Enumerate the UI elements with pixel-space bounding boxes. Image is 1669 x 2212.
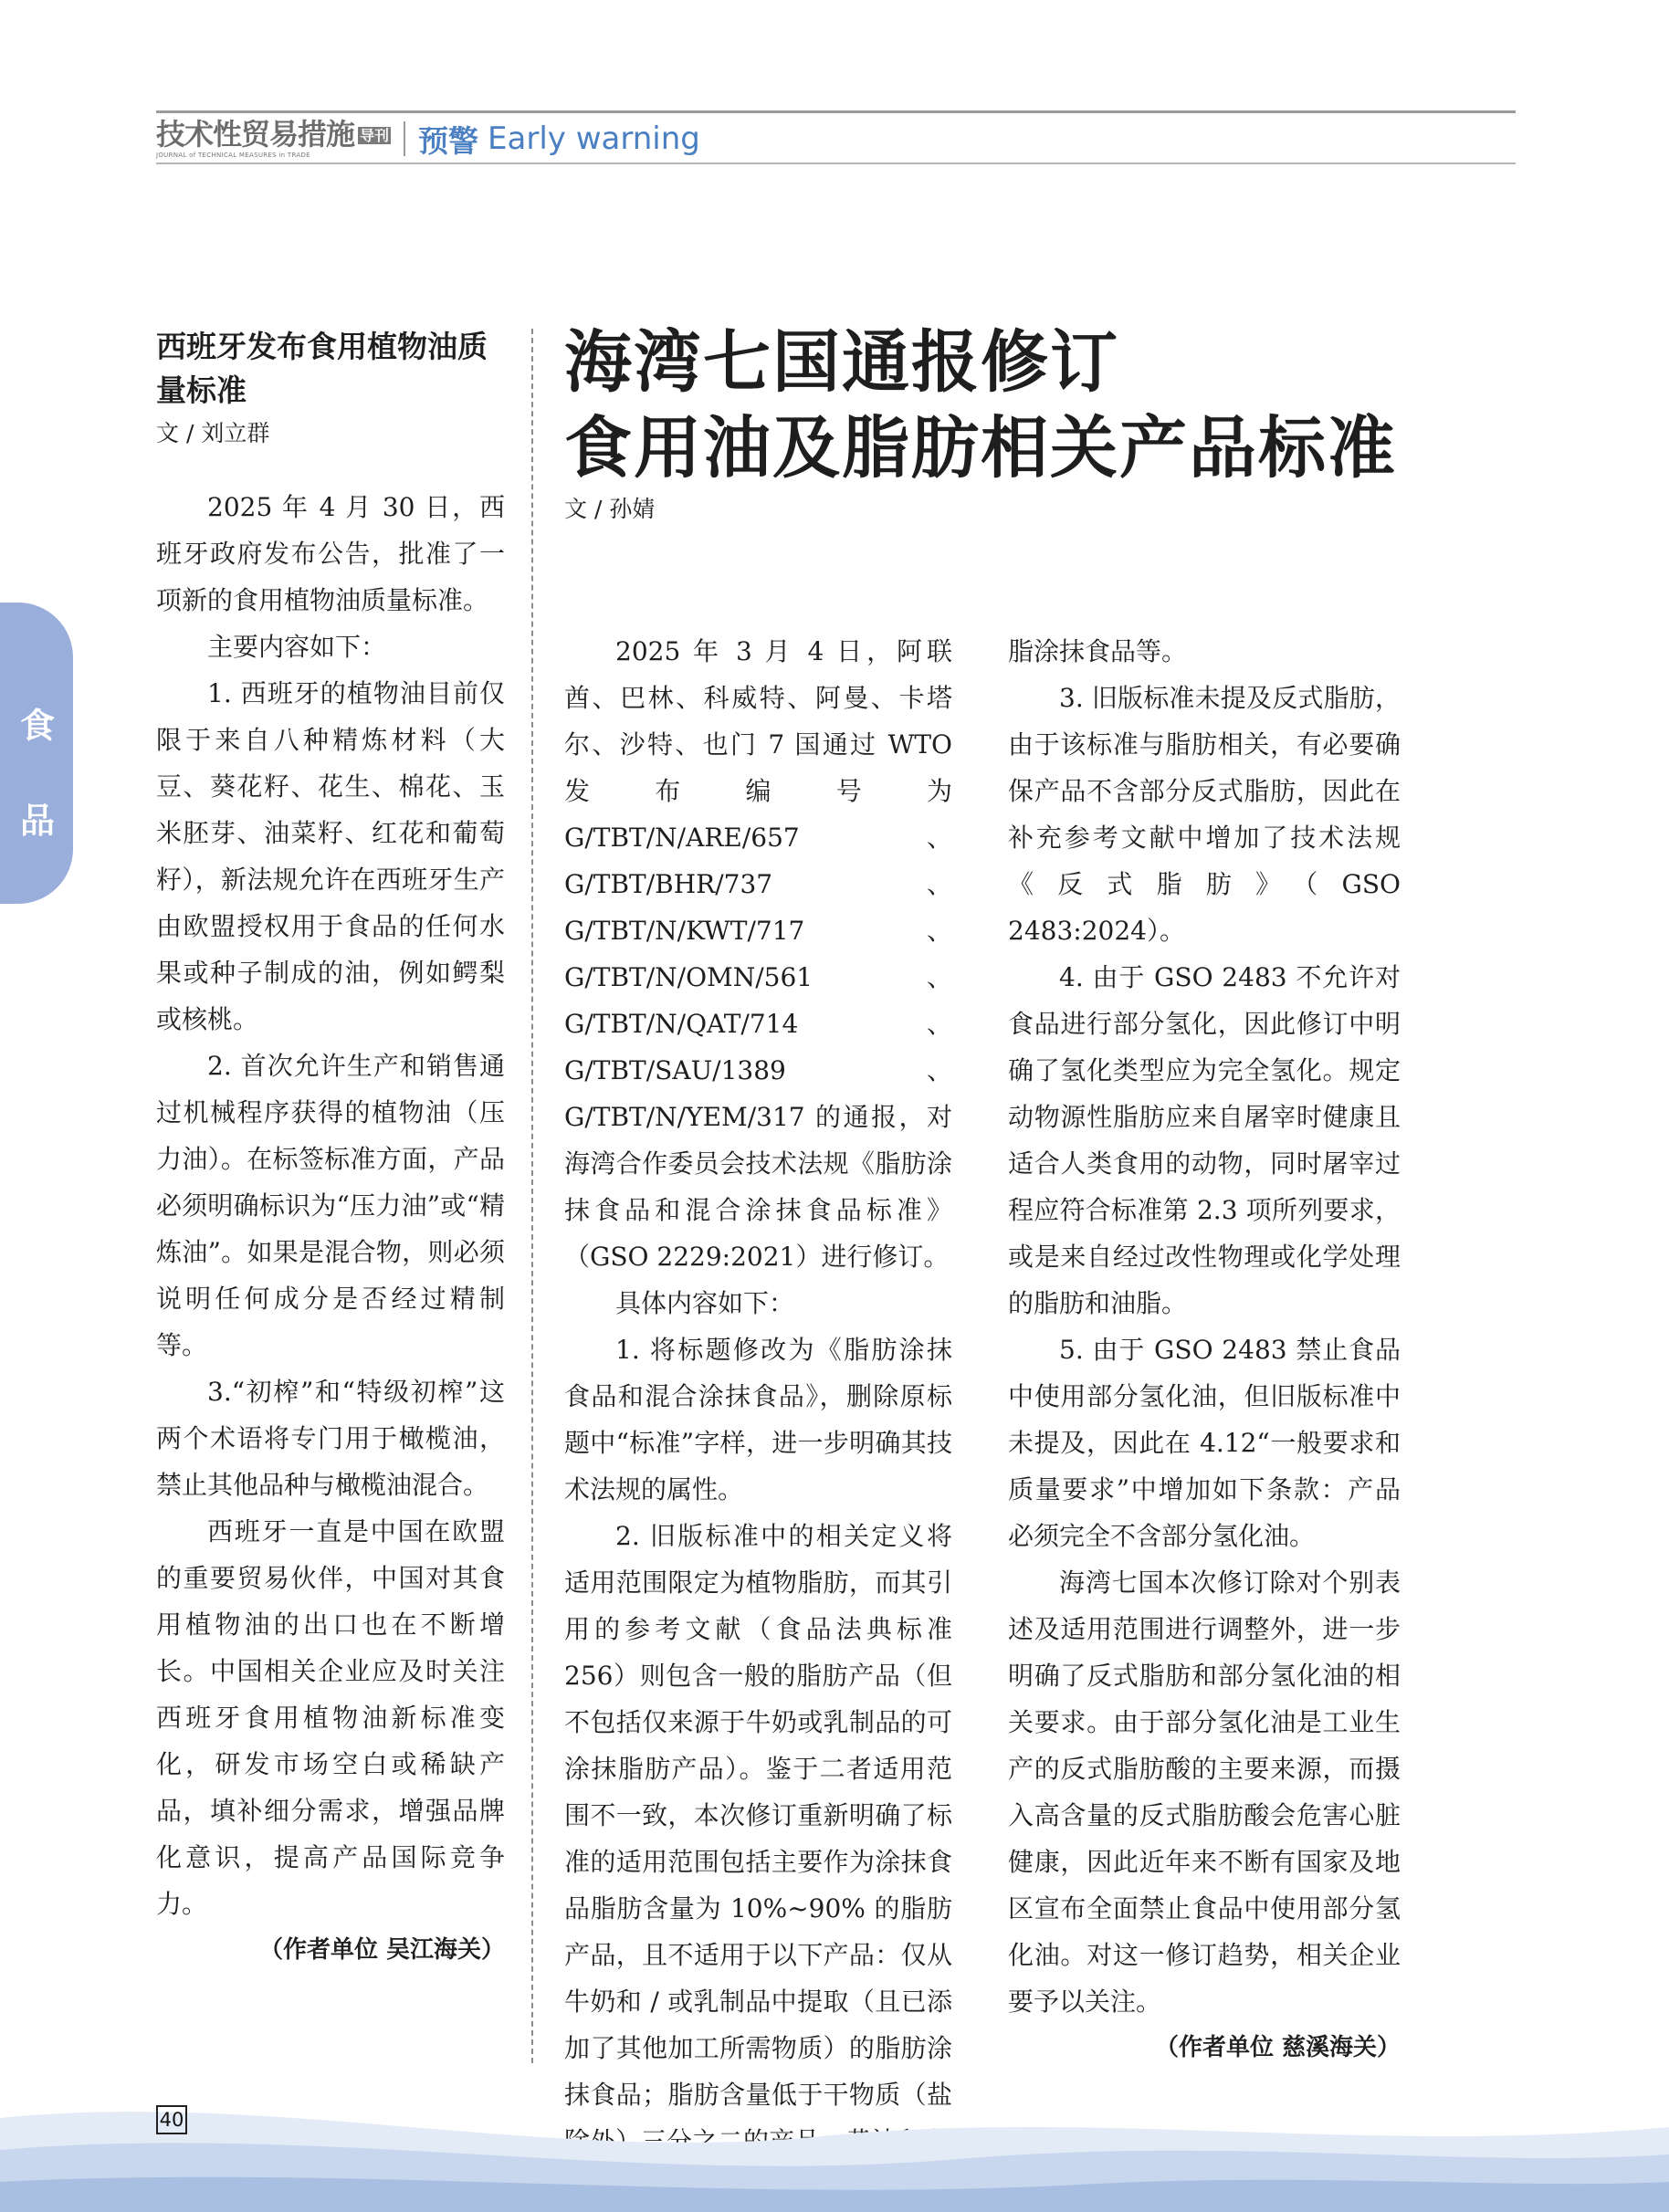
- category-tab-char: 食: [20, 706, 56, 746]
- journal-name: 技术性贸易措施: [156, 117, 355, 152]
- paragraph: 主要内容如下：: [207, 632, 387, 662]
- paragraph: 3. 旧版标准未提及反式脂肪，由于该标准与脂肪相关，有必要确保产品不含部分反式脂肪，因此在补充参考文献中增加了技术法规《反式脂肪》（GSO 2483:2024）。: [1008, 683, 1401, 946]
- journal-english-name: JOURNAL of TECHNICAL MEASURES in TRADE: [156, 152, 310, 159]
- paragraph: 具体内容如下：: [615, 1288, 795, 1318]
- paragraph-continuation: 脂涂抹食品等。: [1008, 636, 1188, 666]
- main-article-column-2: [1008, 628, 1401, 2070]
- section-label-zh: 预警: [418, 122, 479, 159]
- category-tab-char: 品: [20, 801, 56, 841]
- paragraph: 2025 年 4 月 30 日，西班牙政府发布公告，批准了一项新的食用植物油质量标准。: [156, 492, 505, 615]
- paragraph: 海湾七国本次修订除对个别表述及适用范围进行调整外，进一步明确了反式脂肪和部分氢化油的相关要求。由于部分氢化油是工业生产的反式脂肪酸的主要来源，而摄入高含量的反式脂肪酸会危害心脏健康，因此近年来不断有国家及地区宣布全面禁止食品中使用部分氢化油。对这一修订趋势，相关企业要予以关注。: [1008, 1567, 1401, 2017]
- main-title-line: 食用油及脂肪相关产品标准: [564, 409, 1397, 487]
- left-article-body: [156, 484, 505, 1973]
- header-separator: [404, 121, 405, 156]
- paragraph: 西班牙一直是中国在欧盟的重要贸易伙伴，中国对其食用植物油的出口也在不断增长。中国相关企业应及时关注西班牙食用植物油新标准变化，研发市场空白或稀缺产品，填补细分需求，增强品牌化意识，提高产品国际竞争力。: [156, 1516, 505, 1919]
- paragraph: 2025 年 3 月 4 日，阿联酋、巴林、科威特、阿曼、卡塔尔、沙特、也门 7 国通过 WTO 发布编号为 G/TBT/N/ARE/657、G/TBT/BHR/737、G/TBT/N/KWT/717、G/TBT/N/OMN/561、G/TBT/N/QAT/714、G/TBT/SAU/1389、G/TBT/N/YEM/317 的通报，对海湾合作委员会技术法规《脂肪涂抹食品和混合涂抹食品标准》（GSO 2229:2021）进行修订。: [564, 636, 952, 1272]
- paragraph: 2. 首次允许生产和销售通过机械程序获得的植物油（压力油）。在标签标准方面，产品必须明确标识为“压力油”或“精炼油”。如果是混合物，则必须说明任何成分是否经过精制等。: [156, 1051, 505, 1360]
- main-article-author: 文 / 孙婧: [564, 496, 656, 522]
- footer-wave-decoration: [0, 2081, 1669, 2212]
- section-label-en: Early warning: [488, 121, 700, 157]
- paragraph: 3.“初榨”和“特级初榨”这两个术语将专门用于橄榄油，禁止其他品种与橄榄油混合。: [156, 1377, 505, 1500]
- journal-logo: [156, 119, 391, 159]
- paragraph: 4. 由于 GSO 2483 不允许对食品进行部分氢化，因此修订中明确了氢化类型应为完全氢化。规定动物源性脂肪应来自屠宰时健康且适合人类食用的动物，同时屠宰过程应符合标准第 2.3 项所列要求，或是来自经过改性物理或化学处理的脂肪和油脂。: [1008, 962, 1401, 1318]
- main-article-affiliation: （作者单位 慈溪海关）: [1154, 2034, 1401, 2061]
- main-title-line: 海湾七国通报修订: [564, 323, 1119, 402]
- paragraph: 2. 旧版标准中的相关定义将适用范围限定为植物脂肪，而其引用的参考文献（食品法典标准 256）则包含一般的脂肪产品（但不包括仅来源于牛奶或乳制品的可涂抹脂肪产品）。鉴于二者适用范围不一致，本次修订重新明确了标准的适用范围包括主要作为涂抹食品脂肪含量为 10%~90% 的脂肪产品，且不适用于以下产品：仅从牛奶和 / 或乳制品中提取（且已添加了其他加工所需物质）的脂肪涂抹食品；脂肪含量低于干物质（盐 外）三分之二的: [564, 1521, 952, 2156]
- main-article-title: [564, 320, 1397, 491]
- left-article-affiliation: （作者单位 吴江海关）: [258, 1936, 505, 1964]
- paragraph: 1. 将标题修改为《脂肪涂抹食品和混合涂抹食品》，删除原标题中“标准”字样，进一步明确其技术法规的属性。: [564, 1335, 952, 1504]
- category-side-tab: [0, 603, 73, 904]
- left-article-title: 西班牙发布食用植物油质量标准: [156, 329, 488, 408]
- journal-tag: 导刊: [360, 127, 390, 144]
- paragraph: 1. 西班牙的植物油目前仅限于来自八种精炼材料（大豆、葵花籽、花生、棉花、玉米胚芽、油菜籽、红花和葡萄籽），新法规允许在西班牙生产由欧盟授权用于食品的任何水果或种子制成的油，例如鳄梨或核桃。: [156, 678, 505, 1034]
- left-article-author: 文 / 刘立群: [156, 420, 270, 446]
- paragraph: 5. 由于 GSO 2483 禁止食品中使用部分氢化油，但旧版标准中未提及，因此在 4.12“一般要求和质量要求”中增加如下条款：产品必须完全不含部分氢化油。: [1008, 1335, 1401, 1551]
- column-divider: [531, 329, 533, 2063]
- header-rule-bottom: [156, 162, 1516, 164]
- header-rule-top: [156, 110, 1516, 113]
- page-header: [156, 117, 700, 161]
- main-article-column-1: [564, 628, 952, 2165]
- page-number: 40: [156, 2105, 187, 2134]
